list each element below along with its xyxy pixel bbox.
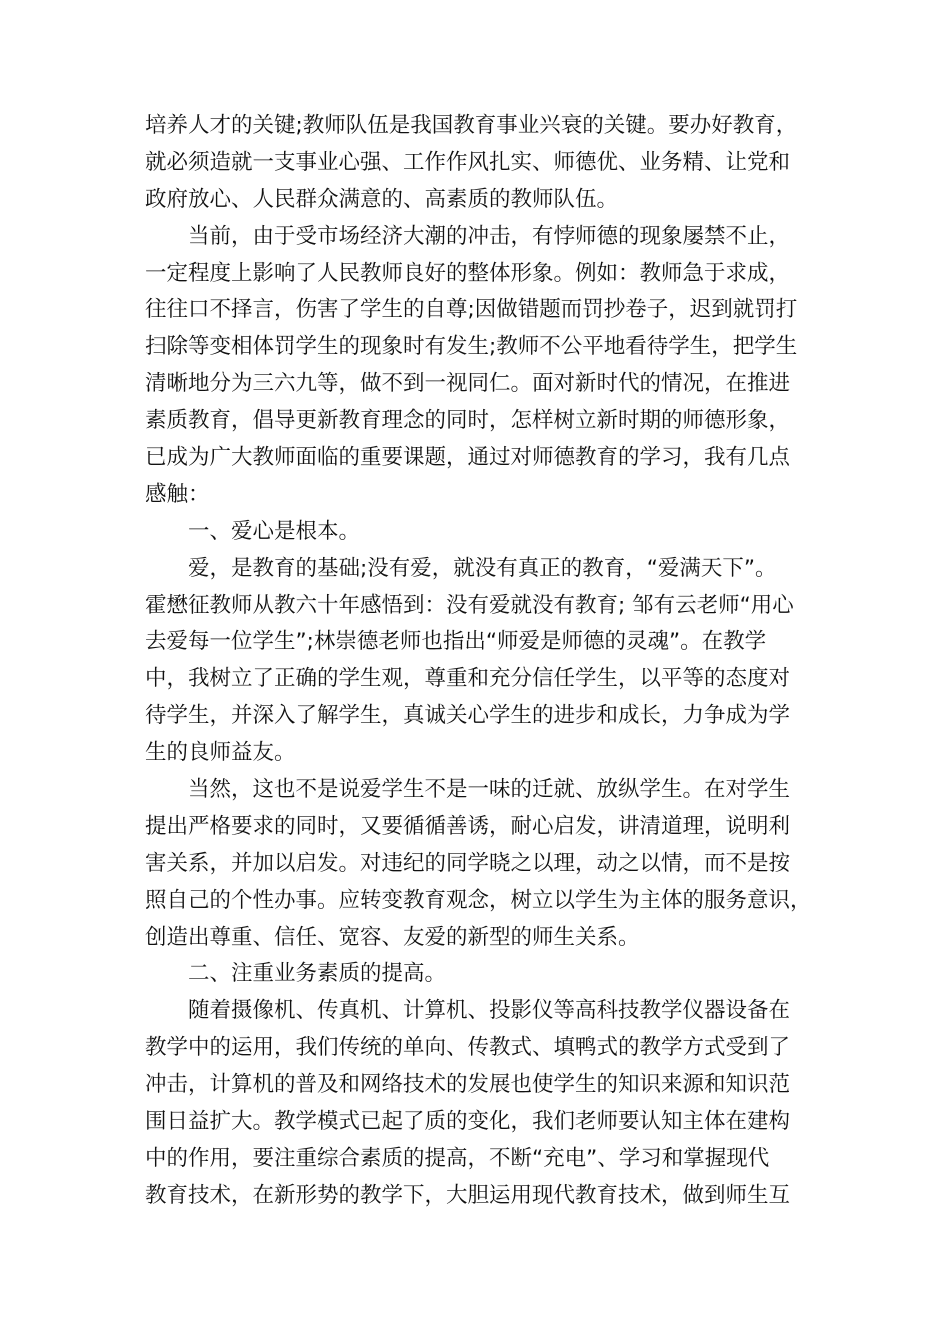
text-line: 扫除等变相体罚学生的现象时有发生;教师不公平地看待学生，把学生 [145,334,798,360]
text-line: 一、爱心是根本。 [188,518,361,544]
text-line: 二、注重业务素质的提高。 [188,961,447,987]
text-line: 冲击，计算机的普及和网络技术的发展也使学生的知识来源和知识范 [145,1072,791,1098]
text-line: 中的作用，要注重综合素质的提高，不断“充电”、学习和掌握现代 [145,1145,770,1171]
text-line: 生的良师益友。 [145,740,296,766]
text-line: 教学中的运用，我们传统的单向、传教式、填鸭式的教学方式受到了 [145,1035,791,1061]
text-line: 素质教育，倡导更新教育理念的同时，怎样树立新时期的师德形象， [145,408,791,434]
text-line: 去爱每一位学生”;林崇德老师也指出“师爱是师德的灵魂”。在教学 [145,629,767,655]
text-line: 往往口不择言，伤害了学生的自尊;因做错题而罚抄卷子，迟到就罚打 [145,297,798,323]
text-line: 教育技术，在新形势的教学下，大胆运用现代教育技术，做到师生互 [145,1182,791,1208]
text-line: 爱，是教育的基础;没有爱，就没有真正的教育，“爱满天下”。 [188,555,777,581]
text-line: 已成为广大教师面临的重要课题，通过对师德教育的学习，我有几点 [145,445,791,471]
text-line: 培养人才的关键;教师队伍是我国教育事业兴衰的关键。要办好教育， [145,113,798,138]
text-line: 就必须造就一支事业心强、工作作风扎实、师德优、业务精、让党和 [145,149,791,175]
text-line: 照自己的个性办事。应转变教育观念，树立以学生为主体的服务意识， [145,887,812,913]
text-line: 当然，这也不是说爱学生不是一味的迁就、放纵学生。在对学生 [188,777,791,803]
text-line: 中，我树立了正确的学生观，尊重和充分信任学生，以平等的态度对 [145,666,791,692]
text-line: 霍懋征教师从教六十年感悟到：没有爱就没有教育; 邹有云老师“用心 [145,592,794,618]
text-line: 围日益扩大。教学模式已起了质的变化，我们老师要认知主体在建构 [145,1109,791,1135]
text-line: 害关系，并加以启发。对违纪的同学晓之以理，动之以情，而不是按 [145,850,791,876]
text-line: 待学生，并深入了解学生，真诚关心学生的进步和成长，力争成为学 [145,703,791,729]
text-line: 随着摄像机、传真机、计算机、投影仪等高科技教学仪器设备在 [188,998,791,1024]
text-line: 一定程度上影响了人民教师良好的整体形象。例如：教师急于求成， [145,260,791,286]
text-line: 清晰地分为三六九等，做不到一视同仁。面对新时代的情况，在推进 [145,371,791,397]
text-line: 创造出尊重、信任、宽容、友爱的新型的师生关系。 [145,924,640,950]
text-line: 政府放心、人民群众满意的、高素质的教师队伍。 [145,186,619,212]
text-line: 当前，由于受市场经济大潮的冲击，有悖师德的现象屡禁不止， [188,223,791,249]
document-body [145,108,825,1215]
text-line: 提出严格要求的同时，又要循循善诱，耐心启发，讲清道理，说明利 [145,813,791,839]
text-line: 感触： [145,481,210,507]
